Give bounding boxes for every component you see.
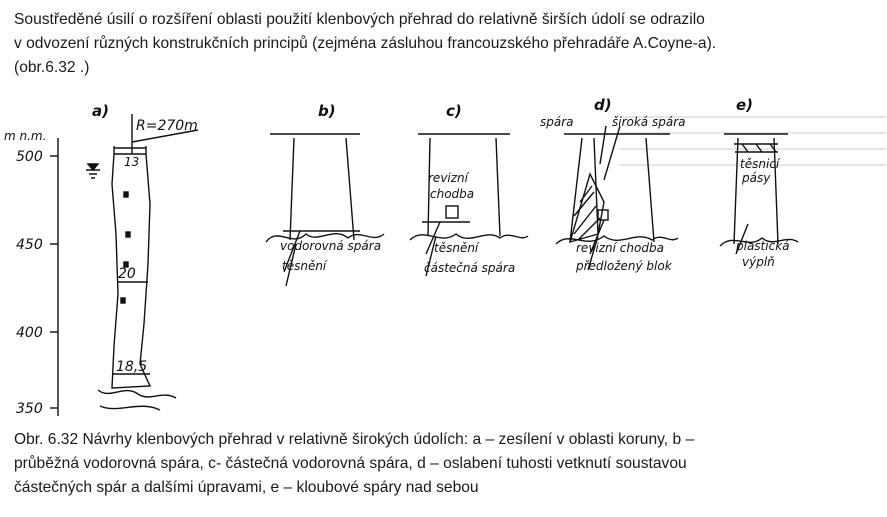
caption-line-3: částečných spár a dalšími úpravami, e – kloubové spáry nad sebou [14, 479, 479, 496]
panel-e-drawing [720, 134, 798, 254]
panel-a-dimension: 18,5 [116, 359, 148, 375]
panel-a-tick: 400 [16, 325, 43, 341]
panel-d-note: spára [540, 115, 574, 129]
panel-d-note: široká spára [612, 115, 686, 129]
panel-a-axis-unit: m n.m. [4, 129, 47, 143]
figure-caption [14, 428, 876, 500]
panel-e-note: těsnicí [740, 157, 780, 171]
panel-a-tick: 350 [16, 401, 43, 417]
panel-a-radius: R=270m [136, 118, 198, 134]
panel-e-label: e) [736, 96, 754, 114]
panel-c-note: částečná spára [424, 261, 516, 275]
intro-line-3: (obr.6.32 .) [14, 59, 90, 76]
intro-paragraph [14, 8, 876, 80]
panel-c-label: c) [446, 102, 462, 120]
caption-line-1: Obr. 6.32 Návrhy klenbových přehrad v relativně širokých údolích: a – zesílení v oblasti koruny, b – [14, 431, 695, 448]
panel-e-note: výplň [742, 255, 775, 269]
caption-line-2: průběžná vodorovná spára, c- částečná vodorovná spára, d – oslabení tuhosti vetknutí soustavou [14, 455, 687, 472]
panel-c-note: těsnění [434, 241, 479, 255]
panel-a-dimension: 13 [124, 155, 140, 169]
panel-b-note: vodorovná spára [280, 239, 382, 253]
panel-a-dimension: 20 [118, 266, 136, 282]
panel-d-label: d) [594, 96, 612, 114]
panel-b-note: těsnění [282, 259, 327, 273]
figure-drawing [0, 94, 887, 424]
panel-a-tick: 450 [16, 237, 43, 253]
panel-d-note: předložený blok [576, 259, 672, 273]
panel-d-note: revizní chodba [576, 241, 664, 255]
panel-a-tick: 500 [16, 149, 43, 165]
panel-c-note: chodba [430, 187, 475, 201]
panel-a-label: a) [92, 102, 109, 120]
panel-c-note: revizní [428, 171, 468, 185]
intro-line-2: v odvození různých konstrukčních principů (zejména zásluhou francouzského přehradáře A.Coyne-a). [14, 35, 717, 52]
intro-line-1: Soustředěné úsilí o rozšíření oblasti použití klenbových přehrad do relativně širších údolí se odrazilo [14, 11, 705, 28]
panel-e-note: pásy [742, 171, 771, 185]
panel-b-label: b) [318, 102, 336, 120]
panel-e-note: plastická [736, 239, 790, 253]
figure-6-32 [0, 94, 887, 424]
